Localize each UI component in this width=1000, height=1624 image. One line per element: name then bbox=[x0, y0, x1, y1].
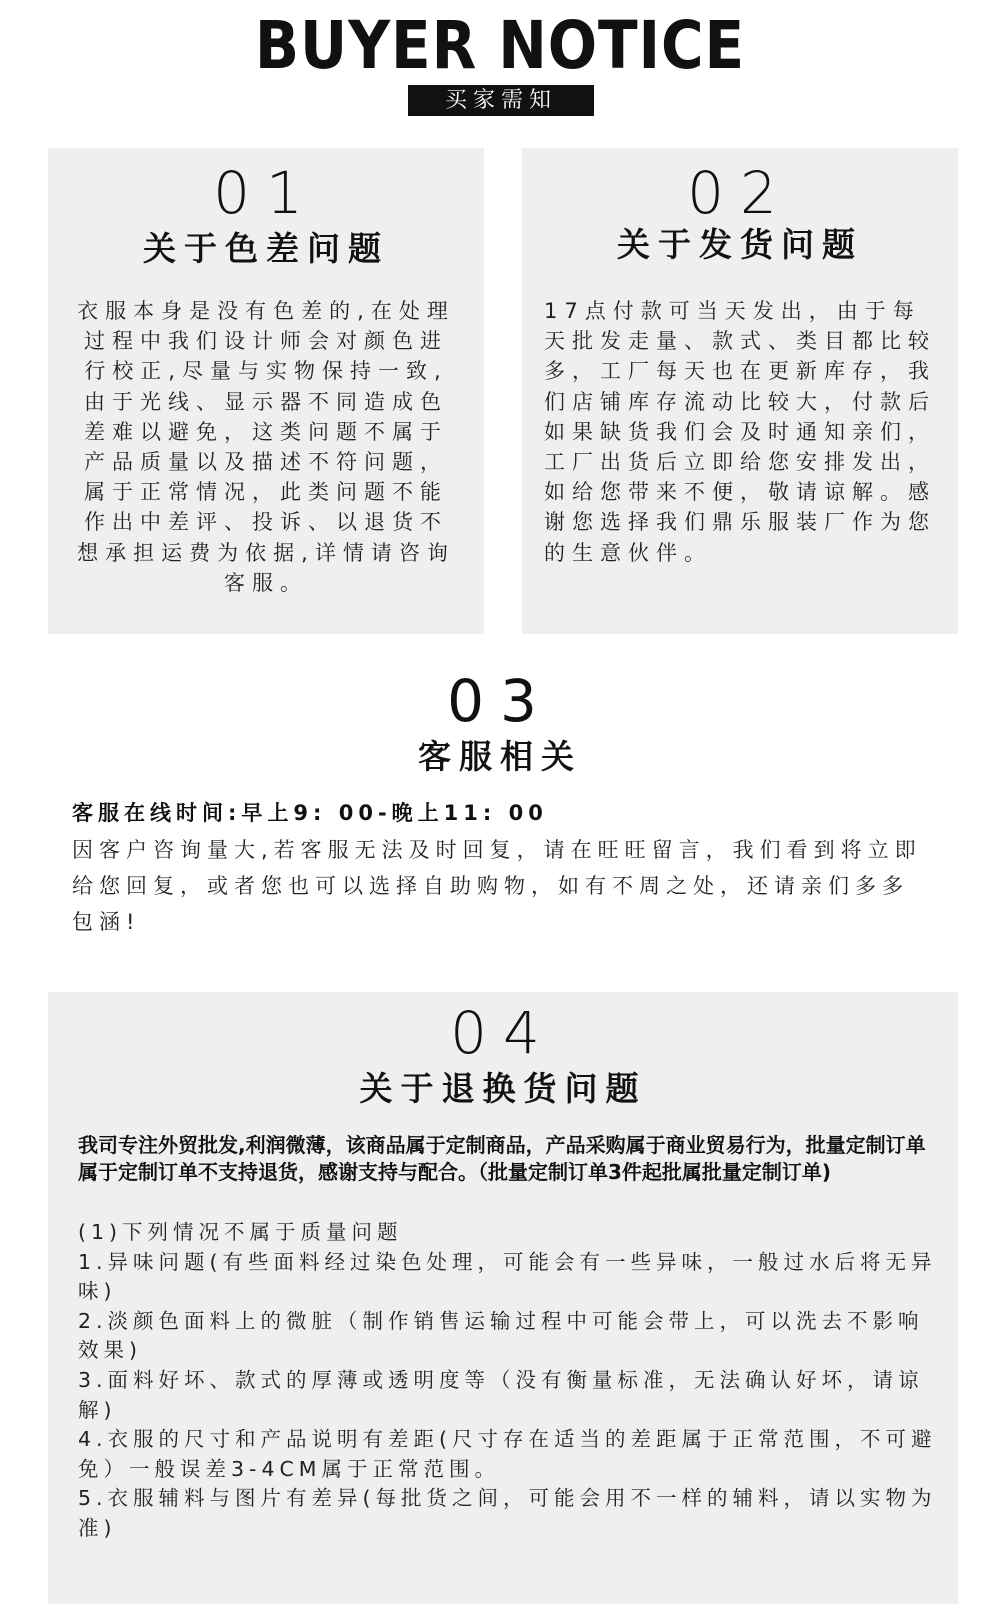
section-title: 关于色差问题 bbox=[143, 229, 389, 268]
returns-policy-notice: 我司专注外贸批发,利润微薄，该商品属于定制商品，产品采购属于商业贸易行为，批量定制订单属于定制订单不支持退货，感谢支持与配合。（批量定制订单3件起批属批量定制订单) bbox=[78, 1133, 926, 1184]
section3-title: 客服相关 bbox=[418, 737, 582, 776]
service-notice: 因客户咨询量大,若客服无法及时回复，请在旺旺留言，我们看到将立即给您回复，或者您也可以选择自助购物，如有不周之处，还请亲们多多包涵! bbox=[72, 838, 922, 934]
color-difference-card bbox=[48, 148, 484, 634]
list-item: (1)下列情况不属于质量问题 bbox=[78, 1220, 403, 1244]
list-item: 2.淡颜色面料上的微脏（制作销售运输过程中可能会带上，可以洗去不影响效果) bbox=[78, 1308, 924, 1363]
section-number: 02 bbox=[687, 159, 793, 227]
section-number: 04 bbox=[450, 999, 556, 1067]
header-subtitle: 买家需知 bbox=[408, 85, 594, 116]
section-body: 衣服本身是没有色差的,在处理过程中我们设计师会对颜色进行校正,尽量与实物保持一致,由于光线、显示器不同造成色差难以避免，这类问题不属于产品质量以及描述不符问题，属于正常情况，此类问题不能作出中差评、投诉、以退货不想承担运费为依据,详情请咨询客服。 bbox=[77, 299, 455, 595]
section-number: 01 bbox=[213, 159, 319, 227]
section3-number: 03 bbox=[447, 667, 553, 735]
list-item: 5.衣服辅料与图片有差异(每批货之间，可能会用不一样的辅料，请以实物为准) bbox=[78, 1486, 937, 1540]
section-body: 17点付款可当天发出，由于每天批发走量、款式、类目都比较多，工厂每天也在更新库存，我们店铺库存流动比较大，付款后如果缺货我们会及时通知亲们，工厂出货后立即给您安排发出，如给您带来不便，敬请谅解。感谢您选择我们鼎乐服装厂作为您的生意伙伴。 bbox=[544, 299, 936, 565]
header-title: BUYER NOTICE bbox=[254, 7, 746, 84]
list-item: 4.衣服的尺寸和产品说明有差距(尺寸存在适当的差距属于正常范围，不可避免）一般误差3-4CM属于正常范围。 bbox=[78, 1427, 937, 1481]
quality-exceptions-list bbox=[78, 1218, 938, 1544]
list-item: 1.异味问题(有些面料经过染色处理，可能会有一些异味，一般过水后将无异味) bbox=[78, 1249, 937, 1304]
returns-card bbox=[48, 992, 958, 1604]
shipping-card bbox=[522, 148, 958, 634]
section-title: 关于发货问题 bbox=[617, 225, 863, 264]
service-hours: 客服在线时间:早上9: 00-晚上11: 00 bbox=[72, 801, 548, 825]
list-item: 3.面料好坏、款式的厚薄或透明度等（没有衡量标准，无法确认好坏，请谅解) bbox=[78, 1367, 924, 1422]
section-title: 关于退换货问题 bbox=[359, 1069, 647, 1108]
